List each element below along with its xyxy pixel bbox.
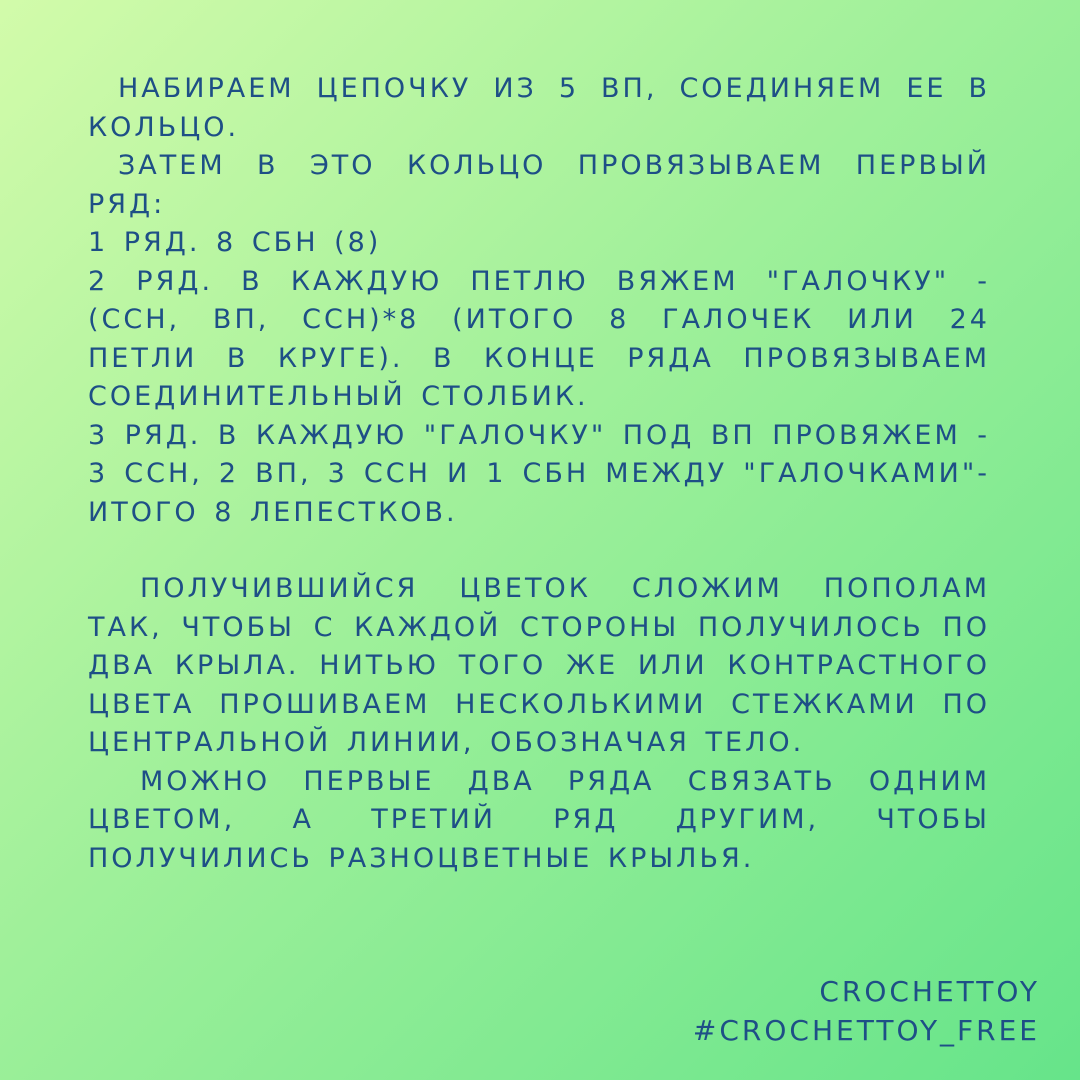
- row-3-instruction: 3 РЯД. В КАЖДУЮ "ГАЛОЧКУ" ПОД ВП ПРОВЯЖЕМ - 3 ССН, 2 ВП, 3 ССН И 1 СБН МЕЖДУ "ГАЛОЧКАМИ"- ИТОГО 8 ЛЕПЕСТКОВ.: [88, 419, 990, 528]
- brand-name: CROCHETTOY: [819, 975, 1040, 1008]
- color-tip-paragraph: МОЖНО ПЕРВЫЕ ДВА РЯДА СВЯЗАТЬ ОДНИМ ЦВЕТОМ, А ТРЕТИЙ РЯД ДРУГИМ, ЧТОБЫ ПОЛУЧИЛИСЬ РАЗНОЦВЕТНЫЕ КРЫЛЬЯ.: [88, 765, 990, 874]
- instructions-text: [88, 70, 990, 878]
- assembly-paragraph: ПОЛУЧИВШИЙСЯ ЦВЕТОК СЛОЖИМ ПОПОЛАМ ТАК, ЧТОБЫ С КАЖДОЙ СТОРОНЫ ПОЛУЧИЛОСЬ ПО ДВА КРЫЛА. НИТЬЮ ТОГО ЖЕ ИЛИ КОНТРАСТНОГО ЦВЕТА ПРОШИВАЕМ НЕСКОЛЬКИМИ СТЕЖКАМИ ПО ЦЕНТРАЛЬНОЙ ЛИНИИ, ОБОЗНАЧАЯ ТЕЛО.: [88, 573, 990, 758]
- intro-paragraph: НАБИРАЕМ ЦЕПОЧКУ ИЗ 5 ВП, СОЕДИНЯЕМ ЕЕ В КОЛЬЦО.: [88, 73, 990, 143]
- row-2-instruction: 2 РЯД. В КАЖДУЮ ПЕТЛЮ ВЯЖЕМ "ГАЛОЧКУ" - (ССН, ВП, ССН)*8 (ИТОГО 8 ГАЛОЧЕК ИЛИ 24 ПЕТЛИ В КРУГЕ). В КОНЦЕ РЯДА ПРОВЯЗЫВАЕМ СОЕДИНИТЕЛЬНЫЙ СТОЛБИК.: [88, 265, 990, 412]
- paragraph-spacer: [88, 532, 990, 570]
- footer-credits: [693, 972, 1040, 1050]
- row-1-instruction: 1 РЯД. 8 СБН (8): [88, 227, 382, 258]
- first-row-intro-paragraph: ЗАТЕМ В ЭТО КОЛЬЦО ПРОВЯЗЫВАЕМ ПЕРВЫЙ РЯД:: [88, 150, 990, 220]
- brand-hashtag: #CROCHETTOY_FREE: [692, 1014, 1040, 1047]
